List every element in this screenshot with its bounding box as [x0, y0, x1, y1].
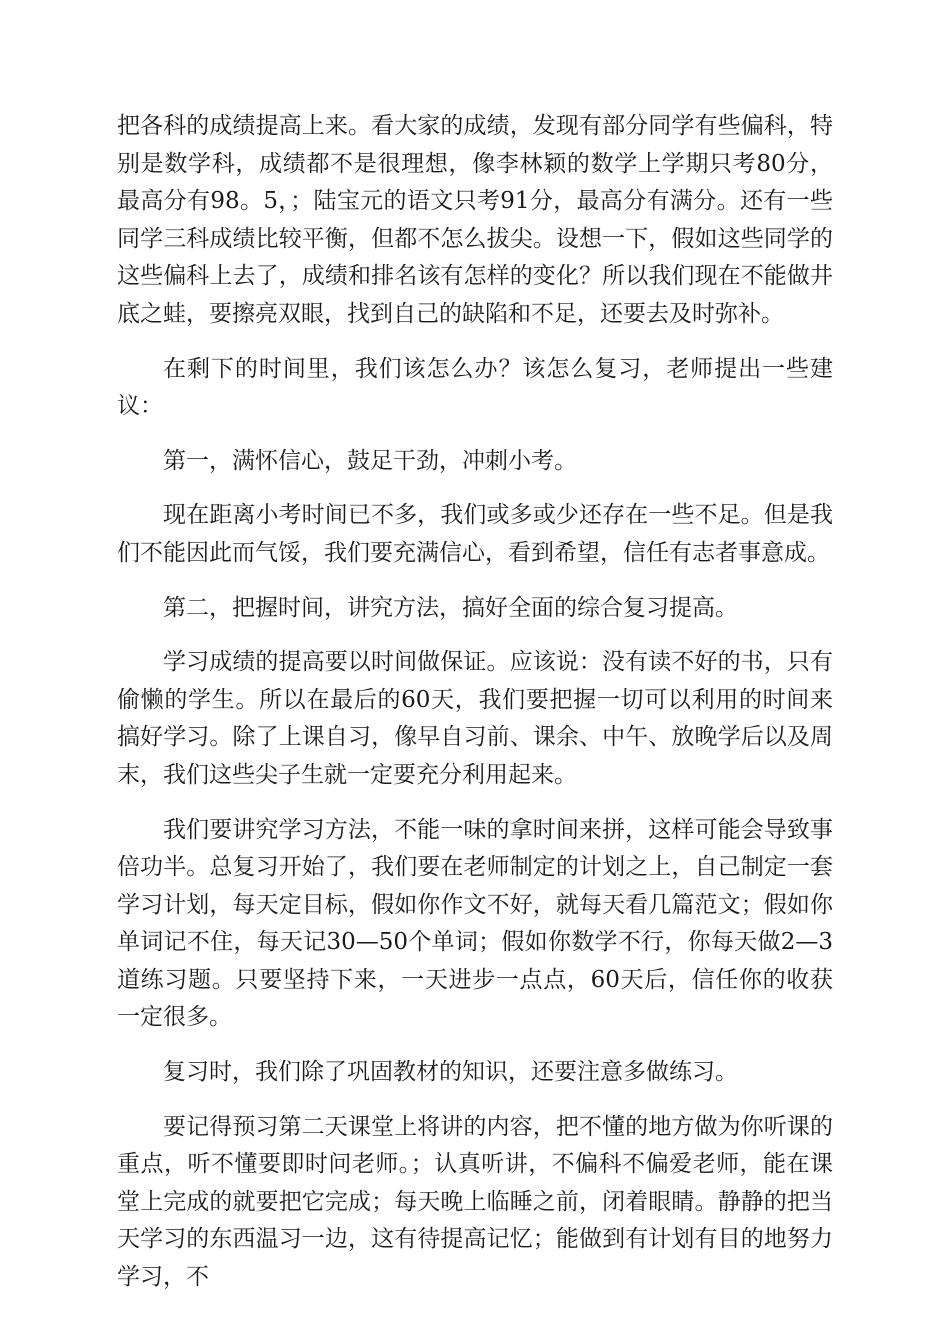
paragraph-method: 我们要讲究学习方法，不能一味的拿时间来拼，这样可能会导致事倍功半。总复习开始了，我们要在老师制定的计划之上，自己制定一套学习计划，每天定目标，假如你作文不好，就每天看几篇范文；假如你单词记不住，每天记30—50个单词；假如你数学不行，你每天做2—3道练习题。只要坚持下来，一天进步一点点，60天后，信任你的收获一定很多。 [117, 816, 833, 1031]
paragraph-preview: 要记得预习第二天课堂上将讲的内容，把不懂的地方做为你听课的重点，听不懂要即时问老师。；认真听讲，不偏科不偏爱老师，能在课堂上完成的就要把它完成；每天晚上临睡之前，闭着眼睛。静静的把当天学习的东西温习一边，这有待提高记忆；能做到有计划有目的地努力学习，不 [117, 1113, 833, 1291]
paragraph-confidence: 现在距离小考时间已不多，我们或多或少还存在一些不足。但是我们不能因此而气馁，我们要充满信心，看到希望，信任有志者事意成。 [117, 502, 833, 566]
document-page [117, 108, 833, 1314]
paragraph-intro-suggestions: 在剩下的时间里，我们该怎么办？该怎么复习，老师提出一些建议： [117, 355, 833, 420]
paragraph-time: 学习成绩的提高要以时间做保证。应该说：没有读不好的书，只有偷懒的学生。所以在最后的60天，我们要把握一切可以利用的时间来搞好学习。除了上课自习，像早自习前、课余、中午、放晚学后以及周末，我们这些尖子生就一定要充分利用起来。 [117, 649, 833, 788]
paragraph-point-one: 第一，满怀信心，鼓足干劲，冲刺小考。 [163, 447, 577, 474]
paragraph-practice: 复习时，我们除了巩固教材的知识，还要注意多做练习。 [163, 1059, 738, 1086]
paragraph-point-two: 第二，把握时间，讲究方法，搞好全面的综合复习提高。 [163, 594, 738, 621]
paragraph-continued: 把各科的成绩提高上来。看大家的成绩，发现有部分同学有些偏科，特别是数学科，成绩都不是很理想，像李林颖的数学上学期只考80分，最高分有98。5，；陆宝元的语文只考91分，最高分有满分。还有一些同学三科成绩比较平衡，但都不怎么拔尖。设想一下，假如这些同学的这些偏科上去了，成绩和排名该有怎样的变化？所以我们现在不能做井底之蛙，要擦亮双眼，找到自己的缺陷和不足，还要去及时弥补。 [117, 113, 833, 327]
